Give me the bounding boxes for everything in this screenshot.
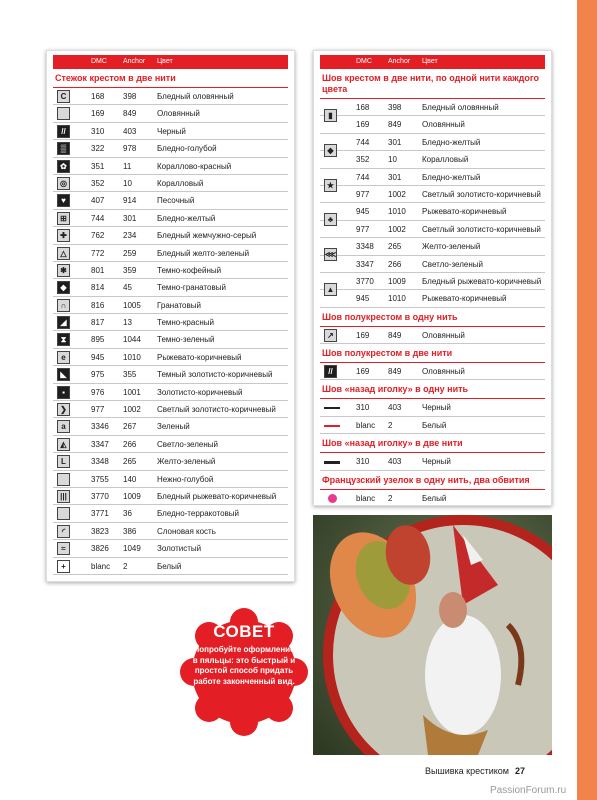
table-row [53, 401, 288, 418]
blended-thread-pair [320, 99, 545, 134]
table-row [320, 99, 545, 116]
table-row [53, 366, 288, 383]
anchor-code: 1010 [388, 294, 406, 304]
section-title: Шов «назад иголку» в две нити [320, 434, 545, 453]
color-name: Желто-зеленый [157, 457, 216, 467]
anchor-code: 301 [388, 172, 402, 182]
table-row [53, 227, 288, 244]
dmc-code: 3348 [91, 457, 109, 467]
stitch-symbol-icon: ✚ [57, 229, 70, 242]
dmc-code: 352 [356, 155, 370, 165]
table-row [320, 169, 545, 186]
anchor-code: 2 [388, 420, 393, 430]
table-row [53, 105, 288, 122]
tip-badge [180, 608, 308, 736]
stitch-symbol-icon [57, 107, 70, 120]
anchor-code: 301 [123, 213, 137, 223]
table-row [53, 297, 288, 314]
color-name: Коралловый [157, 178, 204, 188]
anchor-code: 2 [123, 561, 128, 571]
anchor-code: 1010 [388, 207, 406, 217]
stitch-symbol-icon: ◆ [57, 281, 70, 294]
stitch-symbol-icon: △ [57, 247, 70, 260]
watermark: PassionForum.ru [490, 785, 567, 796]
anchor-code: 1005 [123, 300, 141, 310]
stitch-symbol-icon: C [57, 90, 70, 103]
table-row [53, 505, 288, 522]
anchor-code: 1010 [123, 352, 141, 362]
dmc-code: 945 [91, 352, 105, 362]
backstitch-black-line-icon [324, 407, 340, 409]
anchor-code: 398 [388, 103, 402, 112]
color-name: Темно-гранатовый [157, 283, 226, 293]
blend-symbol-icon: ▲ [324, 283, 337, 296]
color-name: Белый [157, 561, 182, 571]
anchor-code: 355 [123, 370, 137, 380]
pair-rows [320, 99, 545, 308]
table-row [320, 490, 545, 507]
page-edge-stripe [577, 0, 597, 800]
stitch-symbol-icon: a [57, 420, 70, 433]
table-row [53, 540, 288, 557]
anchor-code: 36 [123, 509, 132, 519]
color-name: Желто-зеленый [422, 242, 481, 252]
color-name: Бледный оловянный [157, 92, 234, 101]
color-name: Черный [422, 403, 451, 413]
color-name: Бледный жемчужно-серый [157, 231, 257, 241]
stitch-symbol-icon: ◢ [57, 316, 70, 329]
table-row [53, 331, 288, 348]
dmc-code: 310 [356, 457, 370, 467]
dmc-code: 744 [356, 137, 370, 147]
anchor-code: 266 [123, 439, 137, 449]
stitch-symbol-icon: ▪ [57, 386, 70, 399]
anchor-code: 849 [123, 109, 137, 119]
thread-key-left [46, 50, 295, 582]
anchor-code: 267 [123, 422, 137, 432]
stitch-symbol-icon: ≈ [57, 542, 70, 555]
anchor-code: 914 [123, 196, 137, 206]
color-name: Оловянный [422, 120, 465, 130]
color-name: Оловянный [157, 109, 200, 119]
color-name: Рыжевато-коричневый [157, 352, 242, 362]
dmc-code: 3770 [356, 276, 374, 286]
color-name: Темный золотисто-коричневый [157, 370, 273, 380]
header-dmc: DMC [91, 58, 107, 65]
tip-text: Попробуйте оформление в пяльцы: это быстрый и простой способ придать работе законченный вид. [192, 645, 296, 686]
table-header [53, 55, 288, 69]
anchor-code: 359 [123, 265, 137, 275]
table-row [320, 453, 545, 470]
dmc-code: 977 [356, 224, 370, 234]
blended-thread-pair [320, 169, 545, 204]
section-title: Шов «назад иголку» в одну нить [320, 380, 545, 399]
color-name: Бледный рыжевато-коричневый [157, 491, 277, 501]
dmc-code: 817 [91, 318, 105, 328]
dmc-code: 407 [91, 196, 105, 206]
dmc-code: 169 [356, 367, 370, 377]
table-row [53, 140, 288, 157]
stitch-symbol-icon: ⊞ [57, 212, 70, 225]
anchor-code: 10 [388, 155, 397, 165]
stitch-symbol-icon: ▒ [57, 142, 70, 155]
blended-thread-pair [320, 273, 545, 308]
dmc-code: 168 [91, 92, 105, 101]
gnome-embroidery-image [313, 515, 552, 755]
color-name: Коралловый [422, 155, 469, 165]
blend-symbol-icon: ▮ [324, 109, 337, 122]
dmc-code: 945 [356, 294, 370, 304]
table-row [53, 453, 288, 470]
stitch-symbol-icon: ♥ [57, 194, 70, 207]
color-name: Бледный оловянный [422, 103, 499, 112]
header-color: Цвет [157, 58, 173, 65]
dmc-code: blanc [91, 561, 111, 571]
color-name: Бледно-желтый [422, 137, 481, 147]
table-row [53, 262, 288, 279]
anchor-code: 1002 [123, 405, 141, 415]
anchor-code: 403 [388, 403, 402, 413]
anchor-code: 2 [388, 493, 393, 503]
color-name: Белый [422, 420, 447, 430]
dmc-code: 762 [91, 231, 105, 241]
table-row [53, 471, 288, 488]
anchor-code: 1044 [123, 335, 141, 345]
dmc-code: 3770 [91, 491, 109, 501]
dmc-code: 3348 [356, 242, 374, 252]
anchor-code: 849 [388, 367, 402, 377]
anchor-code: 978 [123, 144, 137, 154]
french-knot-dot-icon [328, 494, 337, 503]
anchor-code: 140 [123, 474, 137, 484]
anchor-code: 403 [388, 457, 402, 467]
stitch-symbol-icon: ◜ [57, 525, 70, 538]
header-dmc: DMC [356, 58, 372, 65]
dmc-code: 169 [356, 330, 370, 340]
dmc-code: 977 [356, 189, 370, 199]
table-row [320, 363, 545, 380]
color-name: Светлый золотисто-коричневый [157, 405, 276, 415]
color-name: Золотисто-коричневый [157, 387, 243, 397]
anchor-code: 266 [388, 259, 402, 269]
table-row [320, 203, 545, 220]
table-row [320, 327, 545, 344]
anchor-code: 1009 [388, 276, 406, 286]
dmc-code: 977 [91, 405, 105, 415]
dmc-code: 3347 [91, 439, 109, 449]
color-name: Песочный [157, 196, 195, 206]
color-name: Светлый золотисто-коричневый [422, 189, 541, 199]
table-row [53, 279, 288, 296]
table-row [53, 88, 288, 105]
half-stitch-symbol-icon: // [324, 365, 337, 378]
section-title: Шов полукрестом в одну нить [320, 308, 545, 327]
dmc-code: 3755 [91, 474, 109, 484]
color-name: Светло-зеленый [422, 259, 483, 269]
table-row [53, 488, 288, 505]
anchor-code: 301 [388, 137, 402, 147]
page-footer [425, 766, 525, 776]
stitch-symbol-icon: ◎ [57, 177, 70, 190]
dmc-code: 975 [91, 370, 105, 380]
blended-thread-pair [320, 203, 545, 238]
section-title: Шов полукрестом в две нити [320, 344, 545, 363]
blend-symbol-icon: ★ [324, 179, 337, 192]
table-header [320, 55, 545, 69]
table-row [53, 192, 288, 209]
dmc-code: 744 [91, 213, 105, 223]
anchor-code: 1049 [123, 544, 141, 554]
dmc-code: 3346 [91, 422, 109, 432]
embroidery-photo [313, 515, 552, 755]
anchor-code: 386 [123, 526, 137, 536]
stitch-symbol-icon [57, 507, 70, 520]
anchor-code: 10 [123, 178, 132, 188]
backstitch-thick-line-icon [324, 461, 340, 464]
dmc-code: 801 [91, 265, 105, 275]
table-row [53, 349, 288, 366]
dmc-code: 3823 [91, 526, 109, 536]
half-stitch-symbol-icon: ↗ [324, 329, 337, 342]
color-name: Зеленый [157, 422, 190, 432]
table-row [53, 558, 288, 575]
stitch-symbol-icon: ✱ [57, 264, 70, 277]
table-row [320, 290, 545, 307]
stitch-symbol-icon: e [57, 351, 70, 364]
color-name: Темно-зеленый [157, 335, 215, 345]
anchor-code: 398 [123, 92, 137, 101]
table-row [53, 158, 288, 175]
dmc-code: 169 [91, 109, 105, 119]
stitch-symbol-icon: ◣ [57, 368, 70, 381]
dmc-code: 169 [356, 120, 370, 130]
table-row [320, 134, 545, 151]
dmc-code: 322 [91, 144, 105, 154]
left-rows [53, 88, 288, 575]
stitch-symbol-icon: ∩ [57, 299, 70, 312]
anchor-code: 849 [388, 330, 402, 340]
anchor-code: 1001 [123, 387, 141, 397]
color-name: Бледный рыжевато-коричневый [422, 276, 542, 286]
stitch-symbol-icon: ❯ [57, 403, 70, 416]
color-name: Бледно-терракотовый [157, 509, 240, 519]
magazine-name: Вышивка крестиком [425, 766, 509, 776]
anchor-code: 265 [388, 242, 402, 252]
dmc-code: blanc [356, 493, 376, 503]
dmc-code: 310 [91, 126, 105, 136]
anchor-code: 1002 [388, 224, 406, 234]
stitch-symbol-icon: ✿ [57, 160, 70, 173]
anchor-code: 265 [123, 457, 137, 467]
blend-symbol-icon: ◆ [324, 144, 337, 157]
header-anchor: Anchor [123, 58, 146, 65]
table-row [53, 436, 288, 453]
dmc-code: 772 [91, 248, 105, 258]
dmc-code: 816 [91, 300, 105, 310]
table-row [320, 238, 545, 255]
anchor-code: 234 [123, 231, 137, 241]
color-name: Кораллово-красный [157, 161, 232, 171]
anchor-code: 1002 [388, 189, 406, 199]
table-row [53, 384, 288, 401]
dmc-code: 310 [356, 403, 370, 413]
anchor-code: 11 [123, 161, 132, 171]
section-title: Стежок крестом в две нити [53, 69, 288, 88]
table-row [320, 399, 545, 416]
tip-title: СОВЕТ [213, 622, 275, 641]
table-row [53, 523, 288, 540]
blend-symbol-icon: ⋘ [324, 250, 337, 260]
dmc-code: 744 [356, 172, 370, 182]
table-row [53, 175, 288, 192]
header-color: Цвет [422, 58, 438, 65]
color-name: Рыжевато-коричневый [422, 207, 507, 217]
anchor-code: 259 [123, 248, 137, 258]
thread-key-right [313, 50, 552, 506]
color-name: Бледный желто-зеленый [157, 248, 250, 258]
table-row [320, 273, 545, 290]
anchor-code: 403 [123, 126, 137, 136]
color-name: Белый [422, 493, 447, 503]
color-name: Золотистый [157, 544, 202, 554]
dmc-code: 352 [91, 178, 105, 188]
blend-symbol-icon: ♣ [324, 213, 337, 226]
stitch-symbol-icon: L [57, 455, 70, 468]
header-anchor: Anchor [388, 58, 411, 65]
color-name: Нежно-голубой [157, 474, 214, 484]
color-name: Оловянный [422, 330, 465, 340]
color-name: Рыжевато-коричневый [422, 294, 507, 304]
dmc-code: 351 [91, 161, 105, 171]
stitch-symbol-icon: // [57, 125, 70, 138]
blended-thread-pair [320, 238, 545, 273]
dmc-code: 3347 [356, 259, 374, 269]
anchor-code: 849 [388, 120, 402, 130]
table-row [320, 186, 545, 203]
color-name: Черный [157, 126, 186, 136]
table-row [53, 314, 288, 331]
section-title: Шов крестом в две нити, по одной нити каждого цвета [320, 69, 545, 99]
table-row [320, 256, 545, 273]
dmc-code: 976 [91, 387, 105, 397]
table-row [320, 417, 545, 434]
color-name: Черный [422, 457, 451, 467]
color-name: Темно-красный [157, 318, 214, 328]
color-name: Гранатовый [157, 300, 201, 310]
color-name: Бледно-желтый [422, 172, 481, 182]
table-row [320, 116, 545, 133]
dmc-code: 168 [356, 103, 370, 112]
stitch-symbol-icon: ◭ [57, 438, 70, 451]
anchor-code: 13 [123, 318, 132, 328]
table-row [320, 151, 545, 168]
table-row [53, 123, 288, 140]
color-name: Светло-зеленый [157, 439, 218, 449]
stitch-symbol-icon: + [57, 560, 70, 573]
color-name: Оловянный [422, 367, 465, 377]
color-name: Бледно-голубой [157, 144, 217, 154]
dmc-code: 814 [91, 283, 105, 293]
dmc-code: blanc [356, 420, 376, 430]
blended-thread-pair [320, 134, 545, 169]
dmc-code: 945 [356, 207, 370, 217]
dmc-code: 3771 [91, 509, 109, 519]
dmc-code: 895 [91, 335, 105, 345]
table-row [53, 210, 288, 227]
color-name: Светлый золотисто-коричневый [422, 224, 541, 234]
color-name: Слоновая кость [157, 526, 216, 536]
page-number: 27 [514, 766, 525, 776]
anchor-code: 1009 [123, 491, 141, 501]
table-row [53, 418, 288, 435]
stitch-symbol-icon: ⧗ [57, 333, 70, 346]
dmc-code: 3826 [91, 544, 109, 554]
table-row [320, 221, 545, 238]
section-title: Французский узелок в одну нить, два обвития [320, 471, 545, 490]
color-name: Бледно-желтый [157, 213, 216, 223]
stitch-symbol-icon [57, 473, 70, 486]
anchor-code: 45 [123, 283, 132, 293]
stitch-symbol-icon: ||| [57, 490, 70, 503]
backstitch-white-line-icon [324, 425, 340, 427]
table-row [53, 245, 288, 262]
color-name: Темно-кофейный [157, 265, 222, 275]
